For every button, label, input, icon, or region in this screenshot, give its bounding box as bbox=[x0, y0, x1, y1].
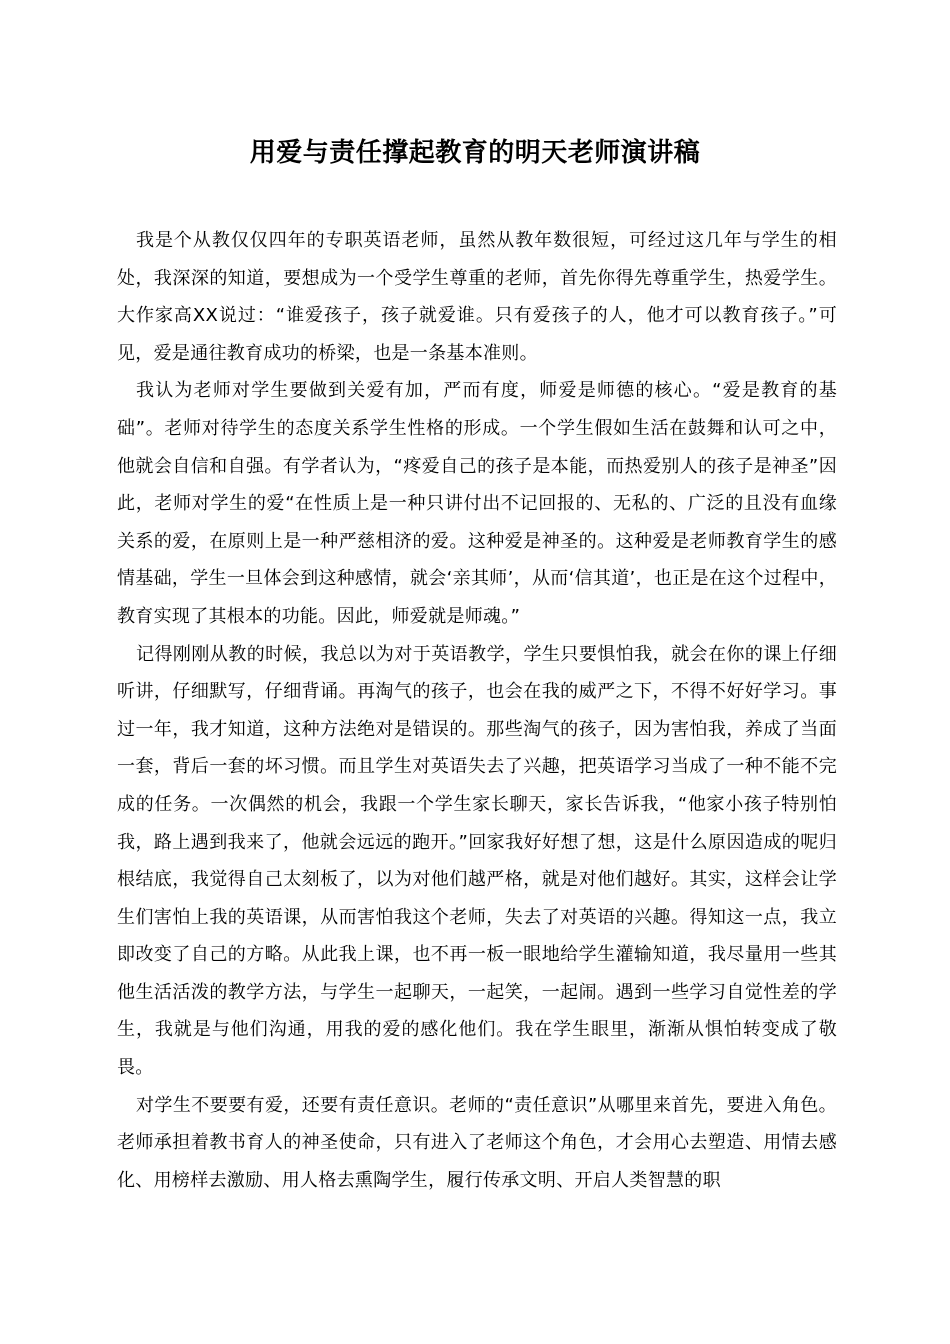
paragraph-3: 记得刚刚从教的时候，我总以为对于英语教学，学生只要惧怕我，就会在你的课上仔细听讲，仔细默写，仔细背诵。再淘气的孩子，也会在我的威严之下，不得不好好学习。事过一年，我才知道，这种方法绝对是错误的。那些淘气的孩子，因为害怕我，养成了当面一套，背后一套的坏习惯。而且学生对英语失去了兴趣，把英语学习当成了一种不能不完成的任务。一次偶然的机会，我跟一个学生家长聊天，家长告诉我，“他家小孩子特别怕我，路上遇到我来了，他就会远远的跑开。”回家我好好想了想，这是什么原因造成的呢归根结底，我觉得自己太刻板了，以为对他们越严格，就是对他们越好。其实，这样会让学生们害怕上我的英语课，从而害怕我这个老师，失去了对英语的兴趣。得知这一点，我立即改变了自己的方略。从此我上课，也不再一板一眼地给学生灌输知道，我尽量用一些其他生活活泼的教学方法，与学生一起聊天，一起笑，一起闹。遇到一些学习自觉性差的学生，我就是与他们沟通，用我的爱的感化他们。我在学生眼里，渐渐从惧怕转变成了敬畏。 bbox=[117, 643, 837, 1079]
paragraph-4: 对学生不要要有爱，还要有责任意识。老师的“责任意识”从哪里来首先，要进入角色。老师承担着教书育人的神圣使命，只有进入了老师这个角色，才会用心去塑造、用情去感化、用榜样去激励、用人格去熏陶学生，履行传承文明、开启人类智慧的职 bbox=[117, 1094, 837, 1191]
paragraph-2: 我认为老师对学生要做到关爱有加，严而有度，师爱是师德的核心。“爱是教育的基础”。老师对待学生的态度关系学生性格的形成。一个学生假如生活在鼓舞和认可之中，他就会自信和自强。有学者认为，“疼爱自己的孩子是本能，而热爱别人的孩子是神圣”因此，老师对学生的爱“在性质上是一种只讲付出不记回报的、无私的、广泛的且没有血缘关系的爱，在原则上是一种严慈相济的爱。这种爱是神圣的。这种爱是老师教育学生的感情基础，学生一旦体会到这种感情，就会‘亲其师’，从而‘信其道’，也正是在这个过程中，教育实现了其根本的功能。因此，师爱就是师魂。” bbox=[117, 380, 837, 627]
document-title: 用爱与责任撑起教育的明天老师演讲稿 bbox=[249, 138, 701, 168]
paragraph-1: 我是个从教仅仅四年的专职英语老师，虽然从教年数很短，可经过这几年与学生的相处，我深深的知道，要想成为一个受学生尊重的老师，首先你得先尊重学生，热爱学生。大作家高XX说过：“谁爱孩子，孩子就爱谁。只有爱孩子的人，他才可以教育孩子。”可见，爱是通往教育成功的桥梁，也是一条基本准则。 bbox=[117, 230, 837, 364]
document-body bbox=[117, 222, 837, 1199]
